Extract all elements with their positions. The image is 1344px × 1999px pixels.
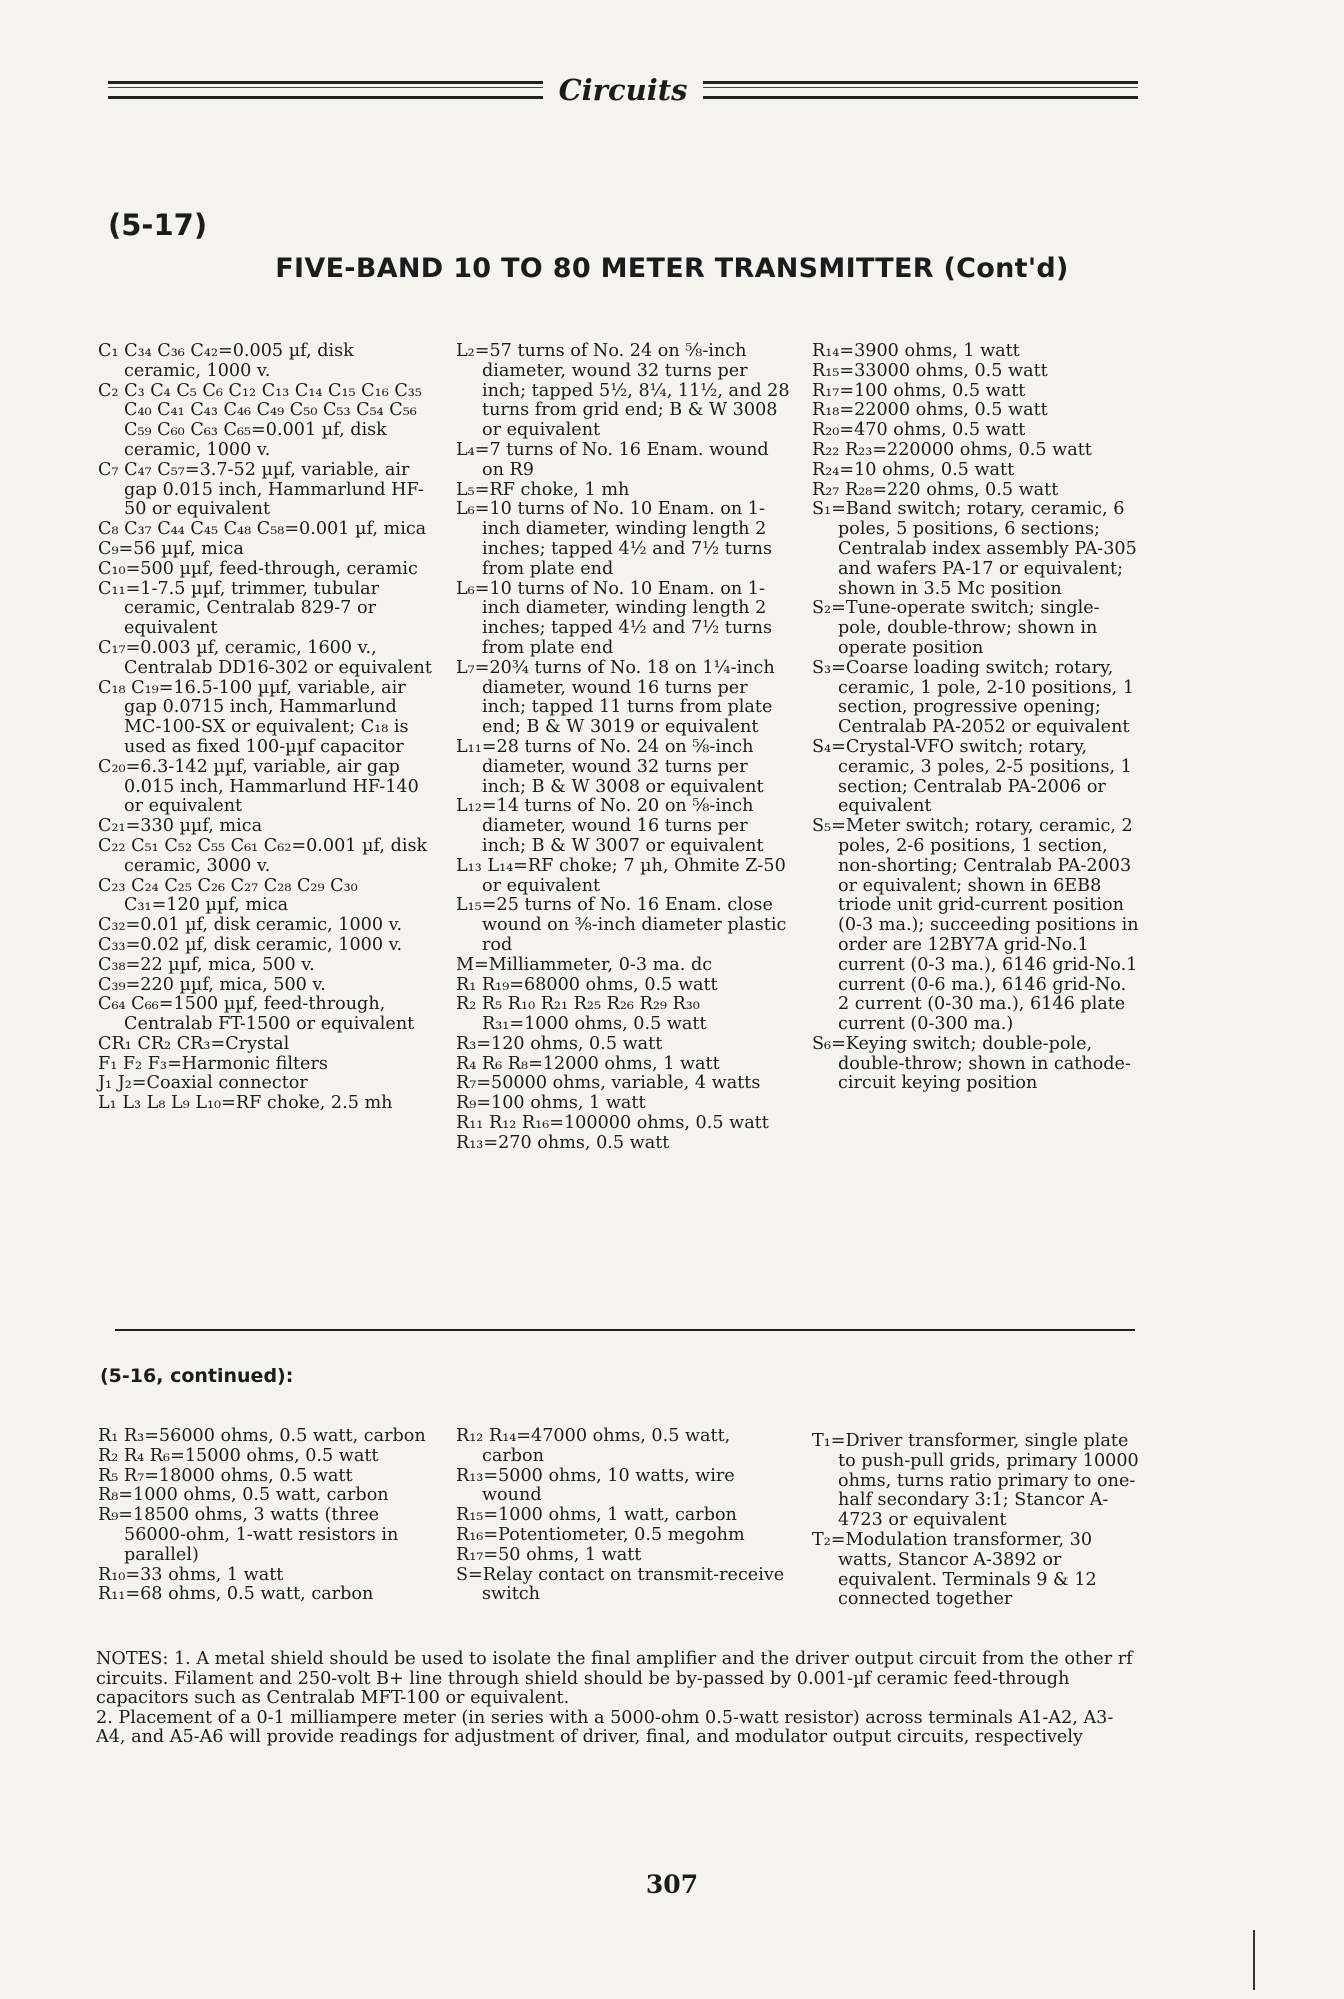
parts-list-entry: S₂=Tune-operate switch; single-pole, double-throw; shown in operate position bbox=[812, 598, 1100, 658]
parts-list-entry: C₇ C₄₇ C₅₇=3.7-52 µµf, variable, air gap 0.015 inch, Hammarlund HF-50 or equivalent bbox=[98, 459, 424, 520]
parts-list-entry: L₅=RF choke, 1 mh bbox=[456, 479, 630, 500]
parts-list-entry: T₁=Driver transformer, single plate to push-pull grids, primary 10000 ohms, turns ratio primary to one-half secondary 3:1; Stancor A-4723 or equivalent bbox=[812, 1431, 1139, 1531]
continued-column-1 bbox=[98, 1427, 438, 1605]
parts-list-entry: R₉=100 ohms, 1 watt bbox=[456, 1093, 646, 1114]
parts-list-entry: C₂₃ C₂₄ C₂₅ C₂₆ C₂₇ C₂₈ C₂₉ C₃₀ C₃₁=120 µµf, mica bbox=[98, 875, 358, 916]
parts-list-entry: M=Milliammeter, 0-3 ma. dc bbox=[456, 954, 713, 975]
parts-list-entry: L₁ L₃ L₈ L₉ L₁₀=RF choke, 2.5 mh bbox=[98, 1093, 393, 1114]
parts-list-entry: S₁=Band switch; rotary, ceramic, 6 poles, 5 positions, 6 sections; Centralab index assembly PA-305 and wafers PA-17 or equivalent; shown in 3.5 Mc position bbox=[812, 499, 1137, 599]
parts-list-entry: R₅ R₇=18000 ohms, 0.5 watt bbox=[98, 1465, 353, 1486]
parts-list-entry: R₂₄=10 ohms, 0.5 watt bbox=[812, 459, 1015, 480]
parts-list-entry: F₁ F₂ F₃=Harmonic filters bbox=[98, 1053, 328, 1074]
parts-list-entry: R₁₅=1000 ohms, 1 watt, carbon bbox=[456, 1505, 737, 1526]
parts-list-entry: J₁ J₂=Coaxial connector bbox=[98, 1073, 308, 1094]
parts-list-entry: R₁₈=22000 ohms, 0.5 watt bbox=[812, 400, 1048, 421]
parts-list-entry: R₂ R₄ R₆=15000 ohms, 0.5 watt bbox=[98, 1445, 379, 1466]
parts-list-entry: R₁ R₃=56000 ohms, 0.5 watt, carbon bbox=[98, 1426, 426, 1446]
note-2: 2. Placement of a 0-1 milliampere meter (in series with a 5000-ohm 0.5-watt resistor) across terminals A1-A2, A3-A4, and A5-A6 will provide readings for adjustment of driver, final, and modulator output circuits, respectively bbox=[96, 1707, 1114, 1748]
parts-list-entry: C₂₁=330 µµf, mica bbox=[98, 816, 263, 837]
parts-list-entry: R₈=1000 ohms, 0.5 watt, carbon bbox=[98, 1485, 389, 1506]
header-title: Circuits bbox=[558, 73, 688, 107]
parts-list-entry: S₅=Meter switch; rotary, ceramic, 2 poles, 2-6 positions, 1 section, non-shorting; Centralab PA-2003 or equivalent; shown in 6EB8 triode unit grid-current position (0-3 ma.); succeeding positions in order are 12BY7A grid-No.1 current (0-3 ma.), 6146 grid-No.1 current (0-6 ma.), 6146 grid-No. 2 current (0-30 ma.), 6146 plate current (0-300 ma.) bbox=[812, 816, 1139, 1035]
parts-list-entry: C₁₇=0.003 µf, ceramic, 1600 v., Centralab DD16-302 or equivalent bbox=[98, 637, 432, 678]
parts-list-entry: R₁₁ R₁₂ R₁₆=100000 ohms, 0.5 watt bbox=[456, 1113, 769, 1134]
parts-list-entry: C₃₉=220 µµf, mica, 500 v. bbox=[98, 974, 326, 995]
parts-list-entry: C₂₀=6.3-142 µµf, variable, air gap 0.015 inch, Hammarlund HF-140 or equivalent bbox=[98, 756, 419, 817]
note-1: NOTES: 1. A metal shield should be used to isolate the final amplifier and the driver output circuit from the other rf circuits. Filament and 250-volt B+ line through shield should be by-passed by 0.001-µf ceramic feed-through capacitors such as Centralab MFT-100 or equivalent. bbox=[96, 1649, 1133, 1709]
parts-list-entry: L₂=57 turns of No. 24 on ⅝-inch diameter, wound 32 turns per inch; tapped 5½, 8¼, 11½, and 28 turns from grid end; B & W 3008 or equivalent bbox=[456, 341, 790, 441]
continued-title: (5-16, continued): bbox=[100, 1365, 294, 1387]
parts-list-entry: C₈ C₃₇ C₄₄ C₄₅ C₄₈ C₅₈=0.001 µf, mica bbox=[98, 519, 427, 540]
parts-list-entry: R₄ R₆ R₈=12000 ohms, 1 watt bbox=[456, 1053, 720, 1074]
parts-list-entry: L₁₂=14 turns of No. 20 on ⅝-inch diameter, wound 16 turns per inch; B & W 3007 or equivalent bbox=[456, 796, 764, 856]
section-divider bbox=[115, 1329, 1135, 1331]
parts-list-entry: L₁₃ L₁₄=RF choke; 7 µh, Ohmite Z-50 or equivalent bbox=[456, 855, 786, 896]
parts-list-entry: R₁₃=5000 ohms, 10 watts, wire wound bbox=[456, 1465, 735, 1506]
parts-list-entry: R₁₇=100 ohms, 0.5 watt bbox=[812, 380, 1026, 401]
parts-list-column-2 bbox=[456, 342, 792, 1154]
parts-list-entry: R₁₇=50 ohms, 1 watt bbox=[456, 1544, 642, 1565]
continued-column-3 bbox=[812, 1432, 1142, 1610]
parts-list-entry: C₁₀=500 µµf, feed-through, ceramic bbox=[98, 558, 418, 579]
page-edge-mark bbox=[1253, 1930, 1255, 1990]
parts-list-entry: R₁₄=3900 ohms, 1 watt bbox=[812, 341, 1020, 361]
parts-list-entry: R₂₂ R₂₃=220000 ohms, 0.5 watt bbox=[812, 439, 1092, 460]
parts-list-entry: L₇=20¾ turns of No. 18 on 1¼-inch diameter, wound 16 turns per inch; tapped 11 turns from plate end; B & W 3019 or equivalent bbox=[456, 657, 775, 738]
parts-list-entry: S=Relay contact on transmit-receive switch bbox=[456, 1564, 785, 1605]
continued-column-2 bbox=[456, 1427, 792, 1605]
parts-list-entry: R₉=18500 ohms, 3 watts (three 56000-ohm, 1-watt resistors in parallel) bbox=[98, 1505, 399, 1565]
parts-list-entry: R₁₂ R₁₄=47000 ohms, 0.5 watt, carbon bbox=[456, 1426, 731, 1466]
parts-list-entry: L₁₅=25 turns of No. 16 Enam. close wound on ⅜-inch diameter plastic rod bbox=[456, 895, 787, 955]
section-title: FIVE-BAND 10 TO 80 METER TRANSMITTER (Cont'd) bbox=[275, 253, 1069, 284]
parts-list-entry: R₂₀=470 ohms, 0.5 watt bbox=[812, 420, 1026, 441]
parts-list-entry: CR₁ CR₂ CR₃=Crystal bbox=[98, 1033, 290, 1054]
parts-list-entry: R₁₀=33 ohms, 1 watt bbox=[98, 1564, 284, 1585]
parts-list-entry: C₁ C₃₄ C₃₆ C₄₂=0.005 µf, disk ceramic, 1000 v. bbox=[98, 341, 354, 381]
parts-list-entry: C₂₂ C₅₁ C₅₂ C₅₅ C₆₁ C₆₂=0.001 µf, disk ceramic, 3000 v. bbox=[98, 835, 428, 876]
parts-list-column-3 bbox=[812, 342, 1142, 1094]
notes bbox=[96, 1650, 1136, 1748]
parts-list-entry: C₁₈ C₁₉=16.5-100 µµf, variable, air gap 0.0715 inch, Hammarlund MC-100-SX or equivalent; C₁₈ is used as fixed 100-µµf capacitor bbox=[98, 677, 409, 757]
parts-list-entry: R₂ R₅ R₁₀ R₂₁ R₂₅ R₂₆ R₂₉ R₃₀ R₃₁=1000 ohms, 0.5 watt bbox=[456, 994, 707, 1035]
header-rule-right bbox=[703, 81, 1138, 99]
parts-list-entry: L₆=10 turns of No. 10 Enam. on 1-inch diameter, winding length 2 inches; tapped 4½ and 7½ turns from plate end bbox=[456, 499, 772, 579]
parts-list-entry: L₁₁=28 turns of No. 24 on ⅝-inch diameter, wound 32 turns per inch; B & W 3008 or equivalent bbox=[456, 736, 764, 797]
parts-list-entry: S₃=Coarse loading switch; rotary, ceramic, 1 pole, 2-10 positions, 1 section, progressive opening; Centralab PA-2052 or equivalent bbox=[812, 657, 1135, 738]
section-number: (5-17) bbox=[108, 208, 208, 242]
parts-list-entry: T₂=Modulation transformer, 30 watts, Stancor A-3892 or equivalent. Terminals 9 & 12 connected together bbox=[812, 1529, 1097, 1610]
parts-list-entry: L₆=10 turns of No. 10 Enam. on 1-inch diameter, winding length 2 inches; tapped 4½ and 7½ turns from plate end bbox=[456, 578, 772, 658]
parts-list-entry: R₁₅=33000 ohms, 0.5 watt bbox=[812, 360, 1048, 381]
parts-list-entry: R₁₃=270 ohms, 0.5 watt bbox=[456, 1132, 670, 1153]
parts-list-entry: C₉=56 µµf, mica bbox=[98, 538, 244, 559]
parts-list-entry: S₄=Crystal-VFO switch; rotary, ceramic, 3 poles, 2-5 positions, 1 section; Centralab PA-2006 or equivalent bbox=[812, 736, 1132, 817]
parts-list-entry: R₁₆=Potentiometer, 0.5 megohm bbox=[456, 1524, 745, 1545]
parts-list-entry: C₁₁=1-7.5 µµf, trimmer, tubular ceramic, Centralab 829-7 or equivalent bbox=[98, 578, 380, 639]
parts-list-entry: L₄=7 turns of No. 16 Enam. wound on R9 bbox=[456, 439, 769, 480]
parts-list-entry: R₁₁=68 ohms, 0.5 watt, carbon bbox=[98, 1584, 374, 1605]
header-rule-left bbox=[108, 81, 543, 99]
parts-list-entry: R₇=50000 ohms, variable, 4 watts bbox=[456, 1073, 761, 1094]
page-number: 307 bbox=[645, 1870, 699, 1899]
parts-list-column-1 bbox=[98, 342, 436, 1114]
parts-list-entry: C₆₄ C₆₆=1500 µµf, feed-through, Centralab FT-1500 or equivalent bbox=[98, 994, 415, 1035]
parts-list-entry: S₆=Keying switch; double-pole, double-throw; shown in cathode-circuit keying position bbox=[812, 1033, 1131, 1094]
parts-list-entry: R₁ R₁₉=68000 ohms, 0.5 watt bbox=[456, 974, 718, 995]
page-header bbox=[108, 66, 1138, 114]
parts-list-entry: C₂ C₃ C₄ C₅ C₆ C₁₂ C₁₃ C₁₄ C₁₅ C₁₆ C₃₅ C₄₀ C₄₁ C₄₃ C₄₆ C₄₉ C₅₀ C₅₃ C₅₄ C₅₆ C₅₉ C₆₀ C₆₃ C₆₅=0.001 µf, disk ceramic, 1000 v. bbox=[98, 380, 422, 460]
parts-list-entry: C₃₈=22 µµf, mica, 500 v. bbox=[98, 954, 315, 975]
parts-list-entry: C₃₂=0.01 µf, disk ceramic, 1000 v. bbox=[98, 915, 403, 936]
parts-list-entry: R₂₇ R₂₈=220 ohms, 0.5 watt bbox=[812, 479, 1059, 500]
parts-list-entry: R₃=120 ohms, 0.5 watt bbox=[456, 1033, 663, 1054]
parts-list-entry: C₃₃=0.02 µf, disk ceramic, 1000 v. bbox=[98, 934, 403, 955]
